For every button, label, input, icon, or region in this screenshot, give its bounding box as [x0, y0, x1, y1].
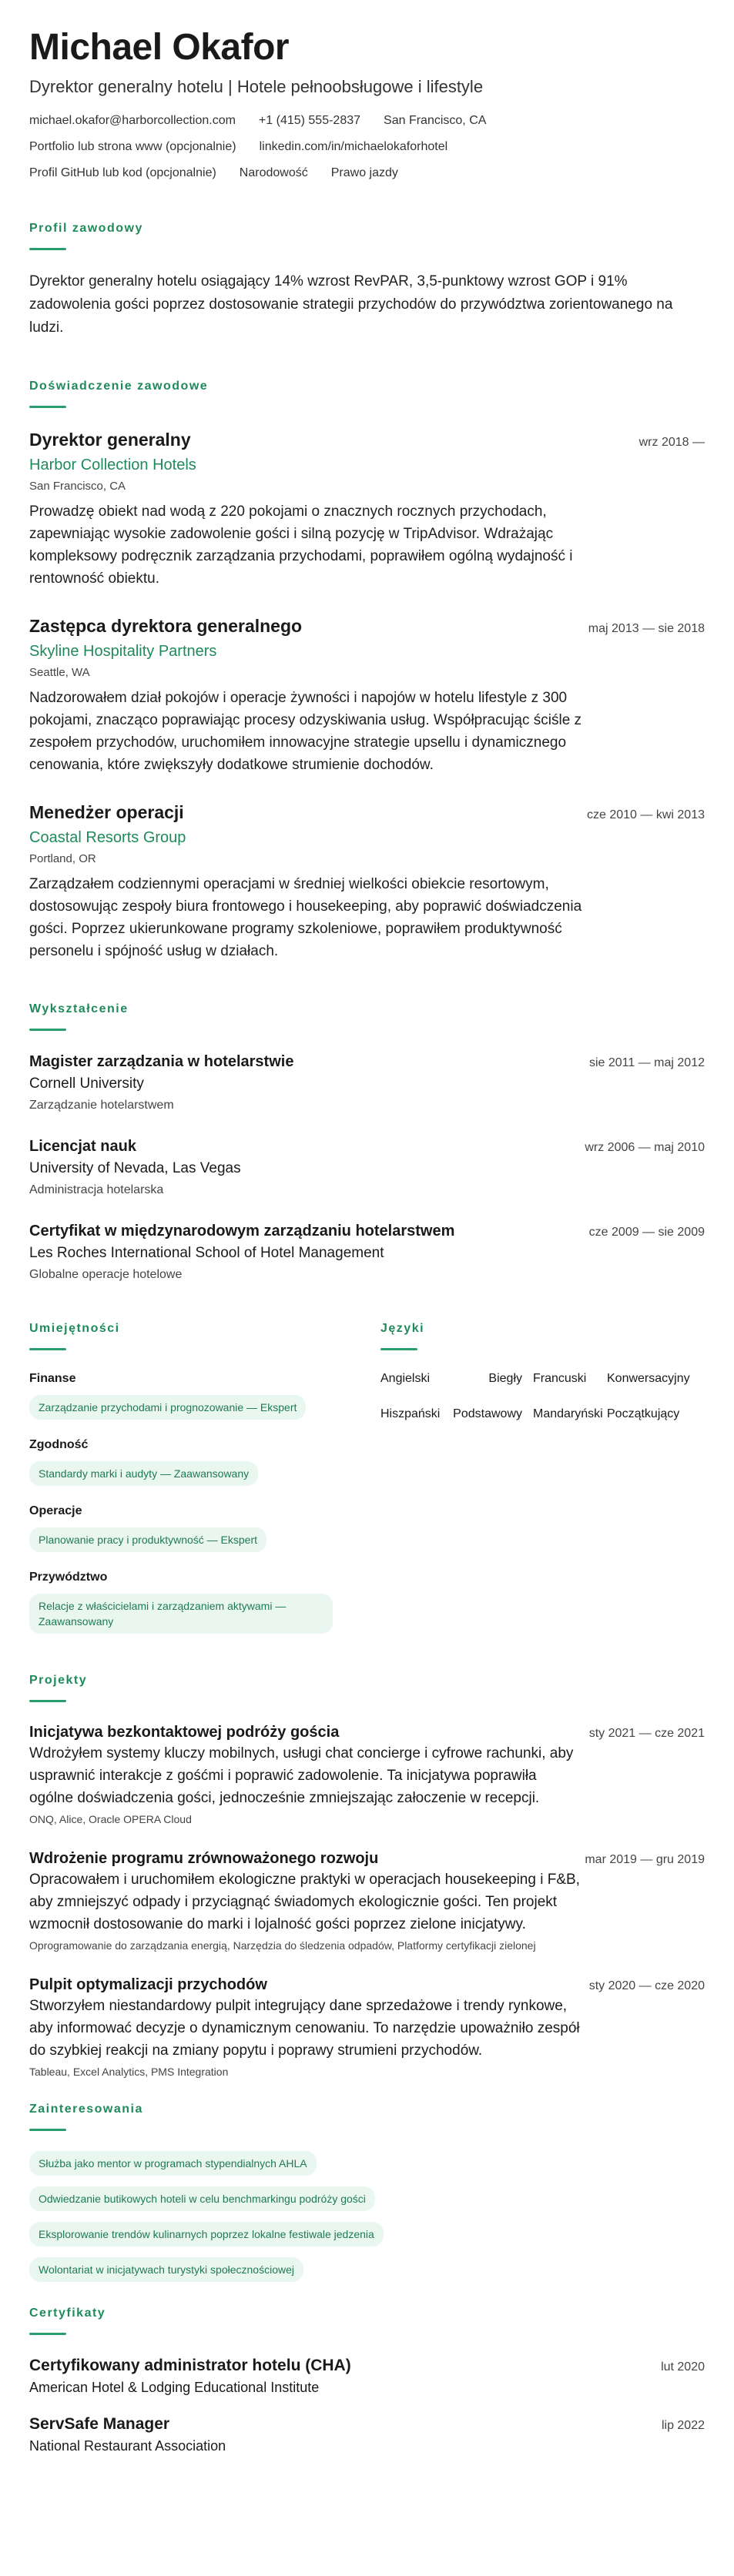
certification-date: lut 2020	[661, 2360, 705, 2374]
interest-pill: Wolontariat w inicjatywach turystyki społecznościowej	[29, 2257, 303, 2282]
job-description: Prowadzę obiekt nad wodą z 220 pokojami o znacznych rocznych przychodach, zapewniając wysokie zadowolenie gości i silną pozycję w TripAdvisor. Wdrażając kompleksowy podręcznik zarządzania przychodami, poprawiłem ogólną wydajność i rentowność obiektu.	[29, 503, 573, 587]
project-entry	[29, 1848, 705, 1953]
job-location: San Francisco, CA	[29, 480, 126, 493]
language-level: Konwersacyjny	[607, 1372, 690, 1385]
project-date: sty 2021 — cze 2021	[588, 1727, 705, 1740]
interest-pill: Służba jako mentor w programach stypendialnych AHLA	[29, 2151, 317, 2176]
school-name: Cornell University	[29, 1076, 144, 1092]
projects-section	[29, 1672, 705, 2079]
degree-title: Licencjat nauk	[29, 1138, 136, 1155]
job-location: Portland, OR	[29, 852, 96, 865]
degree-title: Certyfikat w międzynarodowym zarządzaniu hotelarstwem	[29, 1223, 455, 1239]
interest-pill: Eksplorowanie trendów kulinarnych poprzez lokalne festiwale jedzenia	[29, 2222, 384, 2246]
skill-group	[29, 1569, 353, 1634]
skill-group	[29, 1370, 353, 1420]
project-entry	[29, 1722, 705, 1827]
skill-category: Przywództwo	[29, 1571, 108, 1584]
extra-row	[29, 165, 705, 182]
project-description: Wdrożyłem systemy kluczy mobilnych, usługi chat concierge i cyfrowe rachunki, aby usprawnić interakcje z gośćmi i poprawić zadowolenie. Ta inicjatywa poprawiła ogólne doświadczenia gości, jednocześnie zmniejszając załoczenie w recepcji.	[29, 1745, 574, 1806]
project-description: Opracowałem i uruchomiłem ekologiczne praktyki w operacjach housekeeping i F&B, aby zmniejszyć odpady i przyciągnąć świadomych ekologicznie gości. Ten projekt wzmocnił dostosowanie do marki i lojalność gości poprzez zielone inicjatywy.	[29, 1872, 580, 1932]
language-level: Biegły	[488, 1372, 522, 1385]
skill-category: Operacje	[29, 1504, 82, 1517]
language-name: Angielski	[380, 1372, 431, 1385]
nationality-text: Narodowość	[239, 166, 308, 179]
certification-date: lip 2022	[661, 2419, 705, 2432]
education-entry	[29, 1220, 705, 1283]
skill-pill: Zarządzanie przychodami i prognozowanie — Ekspert	[29, 1395, 306, 1420]
skill-pill: Standardy marki i audyty — Zaawansowany	[29, 1461, 258, 1486]
resume-header	[29, 26, 705, 182]
section-divider	[29, 1348, 66, 1350]
section-heading: Języki	[380, 1322, 425, 1335]
section-divider	[29, 1700, 66, 1702]
job-entry	[29, 614, 705, 776]
field-of-study: Administracja hotelarska	[29, 1183, 164, 1196]
project-entry	[29, 1975, 705, 2079]
certification-issuer: American Hotel & Lodging Educational Institute	[29, 2380, 320, 2395]
experience-section	[29, 378, 705, 962]
section-divider	[29, 2129, 66, 2131]
education-entry	[29, 1051, 705, 1114]
project-description: Stworzyłem niestandardowy pulpit integrujący dane sprzedażowe i trendy rynkowe, aby informować decyzje o dynamicznym cenowaniu. To narzędzie upoważniło zespół do szybkiej reakcji na zmiany popytu i poprawy strumieni przychodów.	[29, 1998, 580, 2059]
location-text: San Francisco, CA	[384, 114, 487, 127]
language-level: Początkujący	[607, 1407, 680, 1420]
section-divider	[29, 406, 66, 408]
project-technologies: ONQ, Alice, Oracle OPERA Cloud	[29, 1813, 192, 1825]
certification-issuer: National Restaurant Association	[29, 2438, 226, 2454]
education-date: wrz 2006 — maj 2010	[585, 1141, 705, 1154]
school-name: Les Roches International School of Hotel Management	[29, 1245, 384, 1261]
summary-text: Dyrektor generalny hotelu osiągający 14% wzrost RevPAR, 3,5-punktowy wzrost GOP i 91% zadowolenia gości poprzez dostosowanie strategii przychodów do przywództwa zorientowanego na ludzi.	[29, 273, 673, 336]
certification-name: Certyfikowany administrator hotelu (CHA)	[29, 2357, 351, 2374]
degree-title: Magister zarządzania w hotelarstwie	[29, 1053, 294, 1070]
job-title: Zastępca dyrektora generalnego	[29, 616, 303, 636]
skill-category: Finanse	[29, 1372, 76, 1385]
field-of-study: Zarządzanie hotelarstwem	[29, 1099, 174, 1112]
interests-section	[29, 2101, 705, 2282]
section-heading: Wykształcenie	[29, 1002, 129, 1015]
education-date: cze 2009 — sie 2009	[588, 1226, 705, 1239]
job-location: Seattle, WA	[29, 666, 90, 679]
linkedin-link[interactable]: linkedin.com/in/michaelokaforhotel	[259, 140, 448, 153]
skill-pill: Relacje z właścicielami i zarządzaniem aktywami — Zaawansowany	[29, 1594, 333, 1634]
section-heading: Doświadczenie zawodowe	[29, 380, 209, 393]
phone-text: +1 (415) 555-2837	[258, 114, 361, 127]
certification-entry	[29, 2355, 705, 2397]
skill-group	[29, 1437, 353, 1486]
certifications-section	[29, 2305, 705, 2455]
candidate-title: Dyrektor generalny hotelu | Hotele pełnoobsługowe i lifestyle	[29, 77, 484, 96]
section-divider	[29, 248, 66, 250]
certification-name: ServSafe Manager	[29, 2415, 170, 2433]
company-name: Coastal Resorts Group	[29, 829, 186, 846]
job-date: maj 2013 — sie 2018	[588, 622, 705, 635]
project-date: sty 2020 — cze 2020	[588, 1979, 705, 1992]
section-heading: Projekty	[29, 1674, 88, 1687]
skill-pill: Planowanie pracy i produktywność — Ekspert	[29, 1527, 266, 1552]
contact-row	[29, 112, 705, 129]
portfolio-link[interactable]: Portfolio lub strona www (opcjonalnie)	[29, 140, 236, 153]
job-description: Zarządzałem codziennymi operacjami w średniej wielkości obiekcie resortowym, dostosowując zespoły biura frontowego i housekeeping, aby poprawić doświadczenia gości. Poprzez ukierunkowane programy szkoleniowe, poprawiłem produktywność personelu i spójność usług w działach.	[29, 876, 582, 959]
field-of-study: Globalne operacje hotelowe	[29, 1268, 183, 1281]
language-name: Mandaryński	[533, 1407, 603, 1420]
job-title: Menedżer operacji	[29, 802, 184, 822]
skill-group	[29, 1503, 353, 1552]
language-row	[380, 1370, 705, 1387]
skills-languages-row	[29, 1305, 705, 1634]
section-divider	[380, 1348, 417, 1350]
project-technologies: Oprogramowanie do zarządzania energią, Narzędzia do śledzenia odpadów, Platformy certyfikacji zielonej	[29, 1939, 536, 1952]
education-entry	[29, 1136, 705, 1199]
project-title: Wdrożenie programu zrównoważonego rozwoju	[29, 1850, 379, 1867]
company-name: Skyline Hospitality Partners	[29, 643, 217, 660]
project-title: Pulpit optymalizacji przychodów	[29, 1976, 267, 1993]
section-divider	[29, 1029, 66, 1031]
section-heading: Umiejętności	[29, 1322, 120, 1335]
job-date: wrz 2018 —	[638, 436, 705, 449]
skills-section	[29, 1305, 353, 1634]
job-entry	[29, 428, 705, 590]
language-level: Podstawowy	[453, 1407, 522, 1420]
skill-category: Zgodność	[29, 1438, 89, 1451]
language-name: Hiszpański	[380, 1407, 441, 1420]
links-row	[29, 139, 705, 156]
license-text: Prawo jazdy	[330, 166, 398, 179]
education-section	[29, 1001, 705, 1283]
school-name: University of Nevada, Las Vegas	[29, 1160, 241, 1176]
interest-pill: Odwiedzanie butikowych hoteli w celu benchmarkingu podróży gości	[29, 2186, 375, 2211]
candidate-name: Michael Okafor	[29, 27, 290, 68]
email-link[interactable]: michael.okafor@harborcollection.com	[29, 114, 236, 127]
languages-section	[380, 1305, 705, 1634]
job-entry	[29, 801, 705, 962]
project-technologies: Tableau, Excel Analytics, PMS Integration	[29, 2066, 229, 2078]
section-heading: Profil zawodowy	[29, 222, 143, 235]
job-title: Dyrektor generalny	[29, 430, 191, 450]
company-name: Harbor Collection Hotels	[29, 457, 196, 473]
section-divider	[29, 2333, 66, 2335]
certification-entry	[29, 2414, 705, 2455]
language-row	[380, 1406, 705, 1423]
project-title: Inicjatywa bezkontaktowej podróży gościa	[29, 1724, 340, 1741]
github-link[interactable]: Profil GitHub lub kod (opcjonalnie)	[29, 166, 216, 179]
language-name: Francuski	[533, 1372, 587, 1385]
section-heading: Certyfikaty	[29, 2307, 106, 2320]
education-date: sie 2011 — maj 2012	[588, 1056, 705, 1069]
summary-section	[29, 220, 705, 340]
job-date: cze 2010 — kwi 2013	[587, 808, 705, 821]
job-description: Nadzorowałem dział pokojów i operacje żywności i napojów w hotelu lifestyle z 300 pokojami, znacząco poprawiając procesy odzyskiwania usług. Współpracując ściśle z zespołem przychodów, uruchomiłem innowacyjne strategie upsellu i dynamicznego cenowania, które zwiększyły dodatkowe strumienie dochodów.	[29, 690, 582, 773]
section-heading: Zainteresowania	[29, 2103, 143, 2116]
project-date: mar 2019 — gru 2019	[585, 1853, 705, 1866]
